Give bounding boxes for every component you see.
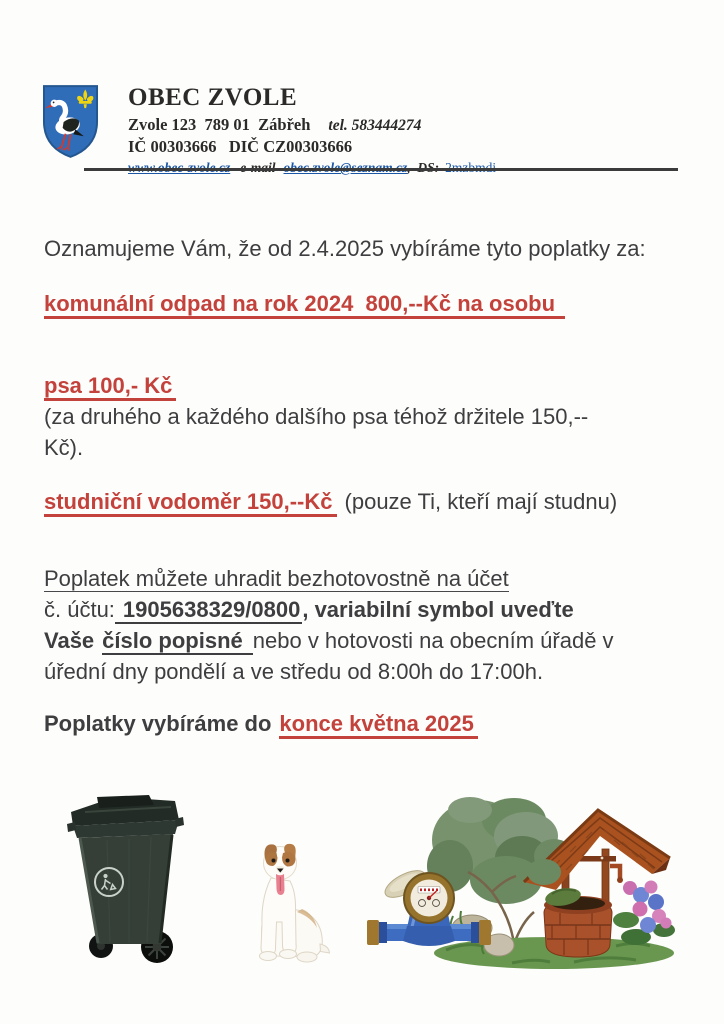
fee-well-note: (pouze Ti, kteří mají studnu) [344,489,618,514]
waste-bin-illustration [57,786,193,968]
dog-illustration [231,840,331,966]
postal-address: Zvole 123 789 01 Zábřeh [128,115,311,134]
org-name: OBEC ZVOLE [128,84,298,111]
flowers [613,881,675,946]
letterhead [42,84,496,176]
illustrations-row [0,778,724,978]
payment-line4: úřední dny pondělí a ve středu od 8:00h do 17:00h. [44,659,544,684]
municipal-coat-of-arms [42,84,99,159]
fee-waste-line [44,288,696,319]
water-meter-illustration [367,858,491,958]
phone-number: tel. 583444274 [328,117,422,134]
fee-dog-line [44,370,696,401]
intro-line: Oznamujeme Vám, že od 2.4.2025 vybíráme tyto poplatky za: [44,236,646,261]
company-ids: IČ 00303666 DIČ CZ00303666 [128,137,353,156]
deadline-date: konce května 2025 [279,711,477,739]
fee-dog-amount: psa 100,- Kč [44,373,176,401]
address-line [128,115,496,136]
account-number: 1905638329/0800 [115,597,302,624]
fee-dog-note: (za druhého a každého dalšího psa téhož držitele 150,-- Kč). [44,404,589,460]
header-divider [84,168,678,171]
fee-well-amount: studniční vodoměr 150,--Kč [44,489,337,517]
house-number-emphasis: číslo popisné [102,628,253,655]
payment-paragraph [44,563,696,687]
fee-well-line [44,486,696,517]
payment-line1: Poplatek můžete uhradit bezhotovostně na účet [44,566,509,591]
payment-line2: č. účtu: 1905638329/0800, variabilní symbol uveďte [44,597,574,622]
fee-waste-amount: komunální odpad na rok 2024 800,--Kč na osobu [44,291,565,319]
deadline-line: Poplatky vybíráme do konce května 2025 [44,708,696,739]
payment-line3: Vaše číslo popisné nebo v hotovosti na obecním úřadě v [44,628,614,653]
